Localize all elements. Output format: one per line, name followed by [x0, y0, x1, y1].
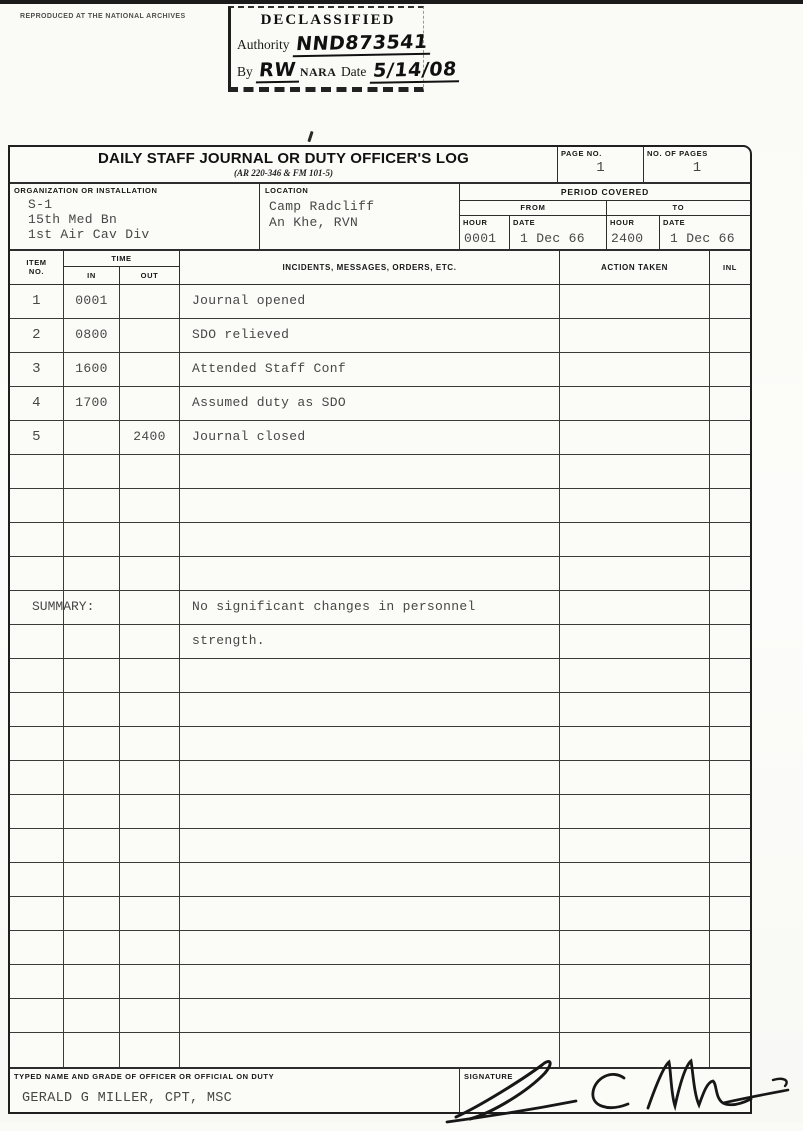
entry-time-out	[120, 455, 180, 488]
form-subtitle: (AR 220-346 & FM 101-5)	[234, 168, 333, 178]
table-row	[10, 455, 750, 489]
entry-item-no: 5	[10, 421, 64, 454]
organization-line: S-1	[28, 196, 53, 212]
stamp-date-label: Date	[340, 64, 367, 79]
entry-text	[180, 693, 560, 726]
table-row	[10, 693, 750, 727]
entry-text	[180, 523, 560, 556]
entry-initials	[710, 863, 750, 896]
entry-time-in	[64, 455, 120, 488]
entry-text: No significant changes in personnel	[180, 591, 560, 624]
entry-initials	[710, 591, 750, 624]
journal-table-body	[10, 285, 750, 1067]
from-to-header	[460, 201, 750, 216]
signature-label: SIGNATURE	[464, 1071, 514, 1081]
entry-initials	[710, 829, 750, 862]
entry-text: SDO relieved	[180, 319, 560, 352]
table-row	[10, 795, 750, 829]
entry-time-in	[64, 1033, 120, 1067]
entry-action	[560, 931, 710, 964]
entry-text	[180, 1033, 560, 1067]
entry-item-no	[10, 931, 64, 964]
table-row	[10, 863, 750, 897]
form-title-row	[10, 147, 750, 184]
entry-time-out	[120, 523, 180, 556]
entry-item-no	[10, 897, 64, 930]
entry-item-no	[10, 489, 64, 522]
entry-time-out	[120, 1033, 180, 1067]
declassified-stamp	[228, 6, 458, 92]
entry-initials	[710, 353, 750, 386]
to-hour-label: HOUR	[610, 217, 635, 227]
entry-time-in	[64, 897, 120, 930]
stamp-authority-line	[237, 30, 429, 56]
signature-cell	[460, 1069, 750, 1113]
pen-mark	[307, 131, 313, 142]
entry-time-out	[120, 795, 180, 828]
entry-action	[560, 659, 710, 692]
entry-initials	[710, 489, 750, 522]
entry-time-in	[64, 761, 120, 794]
entry-time-out	[120, 591, 180, 624]
organization-label: ORGANIZATION OR INSTALLATION	[14, 185, 158, 195]
entry-text: Journal opened	[180, 285, 560, 318]
entry-action	[560, 829, 710, 862]
location-value	[269, 199, 454, 231]
entry-item-no	[10, 455, 64, 488]
entry-text	[180, 761, 560, 794]
to-hour-value: 2400	[611, 230, 644, 246]
table-row	[10, 557, 750, 591]
no-of-pages-cell	[644, 147, 750, 182]
stamp-authority-label: Authority	[237, 37, 290, 52]
to-hour-cell	[607, 216, 660, 249]
entry-action	[560, 625, 710, 658]
typed-name-value: GERALD G MILLER, CPT, MSC	[22, 1091, 233, 1106]
entry-text: Journal closed	[180, 421, 560, 454]
entry-text	[180, 829, 560, 862]
to-date-value: 1 Dec 66	[670, 230, 735, 246]
entry-item-no	[10, 795, 64, 828]
entry-initials	[710, 931, 750, 964]
from-hour-label: HOUR	[463, 217, 488, 227]
entry-action	[560, 999, 710, 1032]
organization-value	[28, 197, 255, 242]
entry-item-no	[10, 863, 64, 896]
entry-text	[180, 727, 560, 760]
from-hour-cell	[460, 216, 510, 249]
entry-initials	[710, 795, 750, 828]
table-row	[10, 965, 750, 999]
typed-name-label: TYPED NAME AND GRADE OF OFFICER OR OFFICIAL ON DUTY	[14, 1071, 275, 1081]
table-row	[10, 591, 750, 625]
entry-action	[560, 591, 710, 624]
entry-initials	[710, 897, 750, 930]
entry-time-in	[64, 489, 120, 522]
table-row	[10, 387, 750, 421]
table-row	[10, 659, 750, 693]
entry-action	[560, 1033, 710, 1067]
entry-action	[560, 795, 710, 828]
entry-text	[180, 455, 560, 488]
entry-text	[180, 795, 560, 828]
entry-text: strength.	[180, 625, 560, 658]
location-label: LOCATION	[265, 185, 309, 195]
entry-time-out	[120, 489, 180, 522]
entry-item-no	[10, 829, 64, 862]
entry-time-in	[64, 863, 120, 896]
entry-initials	[710, 523, 750, 556]
entry-time-out	[120, 557, 180, 590]
entry-time-out	[120, 897, 180, 930]
entry-initials	[710, 1033, 750, 1067]
location-cell	[260, 184, 460, 249]
entry-time-in	[64, 727, 120, 760]
location-line: An Khe, RVN	[269, 214, 359, 230]
organization-line: 1st Air Cav Div	[28, 226, 150, 242]
entry-action	[560, 897, 710, 930]
entry-time-in	[64, 829, 120, 862]
entry-action	[560, 727, 710, 760]
form-title: DAILY STAFF JOURNAL OR DUTY OFFICER'S LOG	[98, 150, 469, 167]
to-date-label: DATE	[663, 217, 686, 227]
form-footer-row	[10, 1067, 750, 1113]
entry-action	[560, 319, 710, 352]
from-date-cell	[510, 216, 607, 249]
table-row	[10, 319, 750, 353]
entry-item-no: 4	[10, 387, 64, 420]
stamp-nara-label: NARA	[299, 65, 337, 79]
entry-time-out	[120, 319, 180, 352]
table-row	[10, 523, 750, 557]
entry-time-out	[120, 761, 180, 794]
entry-time-in: 0001	[64, 285, 120, 318]
entry-item-no: 2	[10, 319, 64, 352]
time-label: TIME	[111, 253, 132, 263]
entry-initials	[710, 659, 750, 692]
entry-item-no: 1	[10, 285, 64, 318]
entry-item-no	[10, 727, 64, 760]
period-covered-cell	[460, 184, 750, 249]
entry-text: Attended Staff Conf	[180, 353, 560, 386]
col-header-initials	[710, 251, 750, 284]
form-title-cell	[10, 147, 558, 182]
entry-text	[180, 999, 560, 1032]
entry-time-in	[64, 557, 120, 590]
entry-item-no	[10, 557, 64, 590]
entry-time-out	[120, 829, 180, 862]
archives-note: REPRODUCED AT THE NATIONAL ARCHIVES	[20, 13, 186, 20]
page-no-value: 1	[596, 160, 605, 176]
entry-initials	[710, 625, 750, 658]
entry-action	[560, 353, 710, 386]
stamp-by-label: By	[237, 64, 253, 79]
entry-time-out	[120, 999, 180, 1032]
entry-action	[560, 285, 710, 318]
entry-time-in	[64, 659, 120, 692]
entry-time-out	[120, 965, 180, 998]
entry-initials	[710, 693, 750, 726]
table-row	[10, 285, 750, 319]
time-out-label: OUT	[140, 270, 159, 280]
entry-text	[180, 557, 560, 590]
entry-time-out	[120, 727, 180, 760]
table-row	[10, 897, 750, 931]
entry-item-no	[10, 625, 64, 658]
entry-action	[560, 523, 710, 556]
entry-text	[180, 659, 560, 692]
entry-time-in: 0800	[64, 319, 120, 352]
entry-initials	[710, 761, 750, 794]
entry-item-no	[10, 965, 64, 998]
entry-time-out	[120, 693, 180, 726]
action-taken-label: ACTION TAKEN	[600, 262, 669, 272]
entry-time-out	[120, 353, 180, 386]
entry-text	[180, 863, 560, 896]
organization-cell	[10, 184, 260, 249]
journal-table-header	[10, 251, 750, 285]
entry-time-out	[120, 659, 180, 692]
entry-initials	[710, 557, 750, 590]
entry-time-in	[64, 421, 120, 454]
inl-label: INL	[723, 262, 737, 272]
entry-text	[180, 897, 560, 930]
table-row	[10, 761, 750, 795]
entry-time-in	[64, 931, 120, 964]
table-row	[10, 931, 750, 965]
from-date-label: DATE	[513, 217, 536, 227]
entry-item-no	[10, 659, 64, 692]
entry-time-in	[64, 693, 120, 726]
stamp-title: DECLASSIFIED	[260, 12, 396, 28]
entry-action	[560, 761, 710, 794]
entry-initials	[710, 727, 750, 760]
entry-action	[560, 693, 710, 726]
entry-initials	[710, 319, 750, 352]
entry-time-out	[120, 387, 180, 420]
entry-time-out	[120, 625, 180, 658]
entry-time-in	[64, 625, 120, 658]
entry-time-in: 1700	[64, 387, 120, 420]
stamp-authority-value: NND873541	[293, 33, 433, 57]
table-row	[10, 421, 750, 455]
entry-item-no	[10, 999, 64, 1032]
entry-action	[560, 489, 710, 522]
stamp-by-line	[237, 58, 458, 83]
table-row	[10, 353, 750, 387]
entry-initials	[710, 285, 750, 318]
entry-item-no	[10, 761, 64, 794]
entry-initials	[710, 387, 750, 420]
entry-time-in	[64, 795, 120, 828]
to-label: TO	[672, 202, 685, 212]
entry-text	[180, 931, 560, 964]
entry-time-out	[120, 863, 180, 896]
table-row	[10, 829, 750, 863]
from-hour-value: 0001	[464, 230, 497, 246]
col-header-time	[64, 251, 180, 284]
entry-item-no	[10, 523, 64, 556]
col-header-action-taken	[560, 251, 710, 284]
period-covered-label: PERIOD COVERED	[460, 184, 750, 201]
entry-text	[180, 489, 560, 522]
table-row	[10, 625, 750, 659]
entry-item-no: 3	[10, 353, 64, 386]
col-header-incidents	[180, 251, 560, 284]
entry-action	[560, 421, 710, 454]
item-label-line2: NO.	[28, 267, 45, 277]
table-row	[10, 727, 750, 761]
location-line: Camp Radcliff	[269, 198, 375, 214]
entry-time-out	[120, 285, 180, 318]
summary-label: SUMMARY:	[32, 598, 95, 614]
entry-action	[560, 863, 710, 896]
table-row	[10, 999, 750, 1033]
page-no-cell	[558, 147, 644, 182]
table-row	[10, 489, 750, 523]
typed-name-cell	[10, 1069, 460, 1113]
no-of-pages-value: 1	[692, 160, 702, 176]
organization-line: 15th Med Bn	[28, 211, 118, 227]
entry-time-out	[120, 931, 180, 964]
entry-time-in	[64, 523, 120, 556]
entry-time-in: 1600	[64, 353, 120, 386]
table-row	[10, 1033, 750, 1067]
stamp-date-value: 5/14/08	[370, 60, 462, 84]
entry-action	[560, 455, 710, 488]
stamp-by-initials: RW	[256, 61, 301, 84]
entry-text: Assumed duty as SDO	[180, 387, 560, 420]
time-in-label: IN	[87, 270, 96, 280]
col-header-item-no	[10, 251, 64, 284]
entry-text	[180, 965, 560, 998]
entry-time-in	[64, 965, 120, 998]
entry-item-no	[10, 1033, 64, 1067]
entry-time-in	[64, 999, 120, 1032]
entry-item-no	[10, 693, 64, 726]
entry-initials	[710, 421, 750, 454]
page-no-label: PAGE NO.	[561, 149, 602, 158]
item-label-line1: ITEM	[26, 258, 47, 268]
hour-date-row	[460, 216, 750, 249]
org-location-period-row	[10, 184, 750, 251]
to-date-cell	[660, 216, 750, 249]
entry-initials	[710, 965, 750, 998]
entry-initials	[710, 455, 750, 488]
incidents-label: INCIDENTS, MESSAGES, ORDERS, ETC.	[282, 262, 457, 272]
entry-action	[560, 387, 710, 420]
daily-staff-journal-form	[8, 145, 752, 1114]
entry-action	[560, 557, 710, 590]
from-label: FROM	[460, 201, 607, 215]
scan-edge-artifact	[0, 0, 803, 4]
entry-initials	[710, 999, 750, 1032]
no-of-pages-label: NO. OF PAGES	[647, 149, 708, 158]
entry-time-out: 2400	[120, 421, 180, 454]
from-date-value: 1 Dec 66	[520, 230, 585, 246]
entry-action	[560, 965, 710, 998]
